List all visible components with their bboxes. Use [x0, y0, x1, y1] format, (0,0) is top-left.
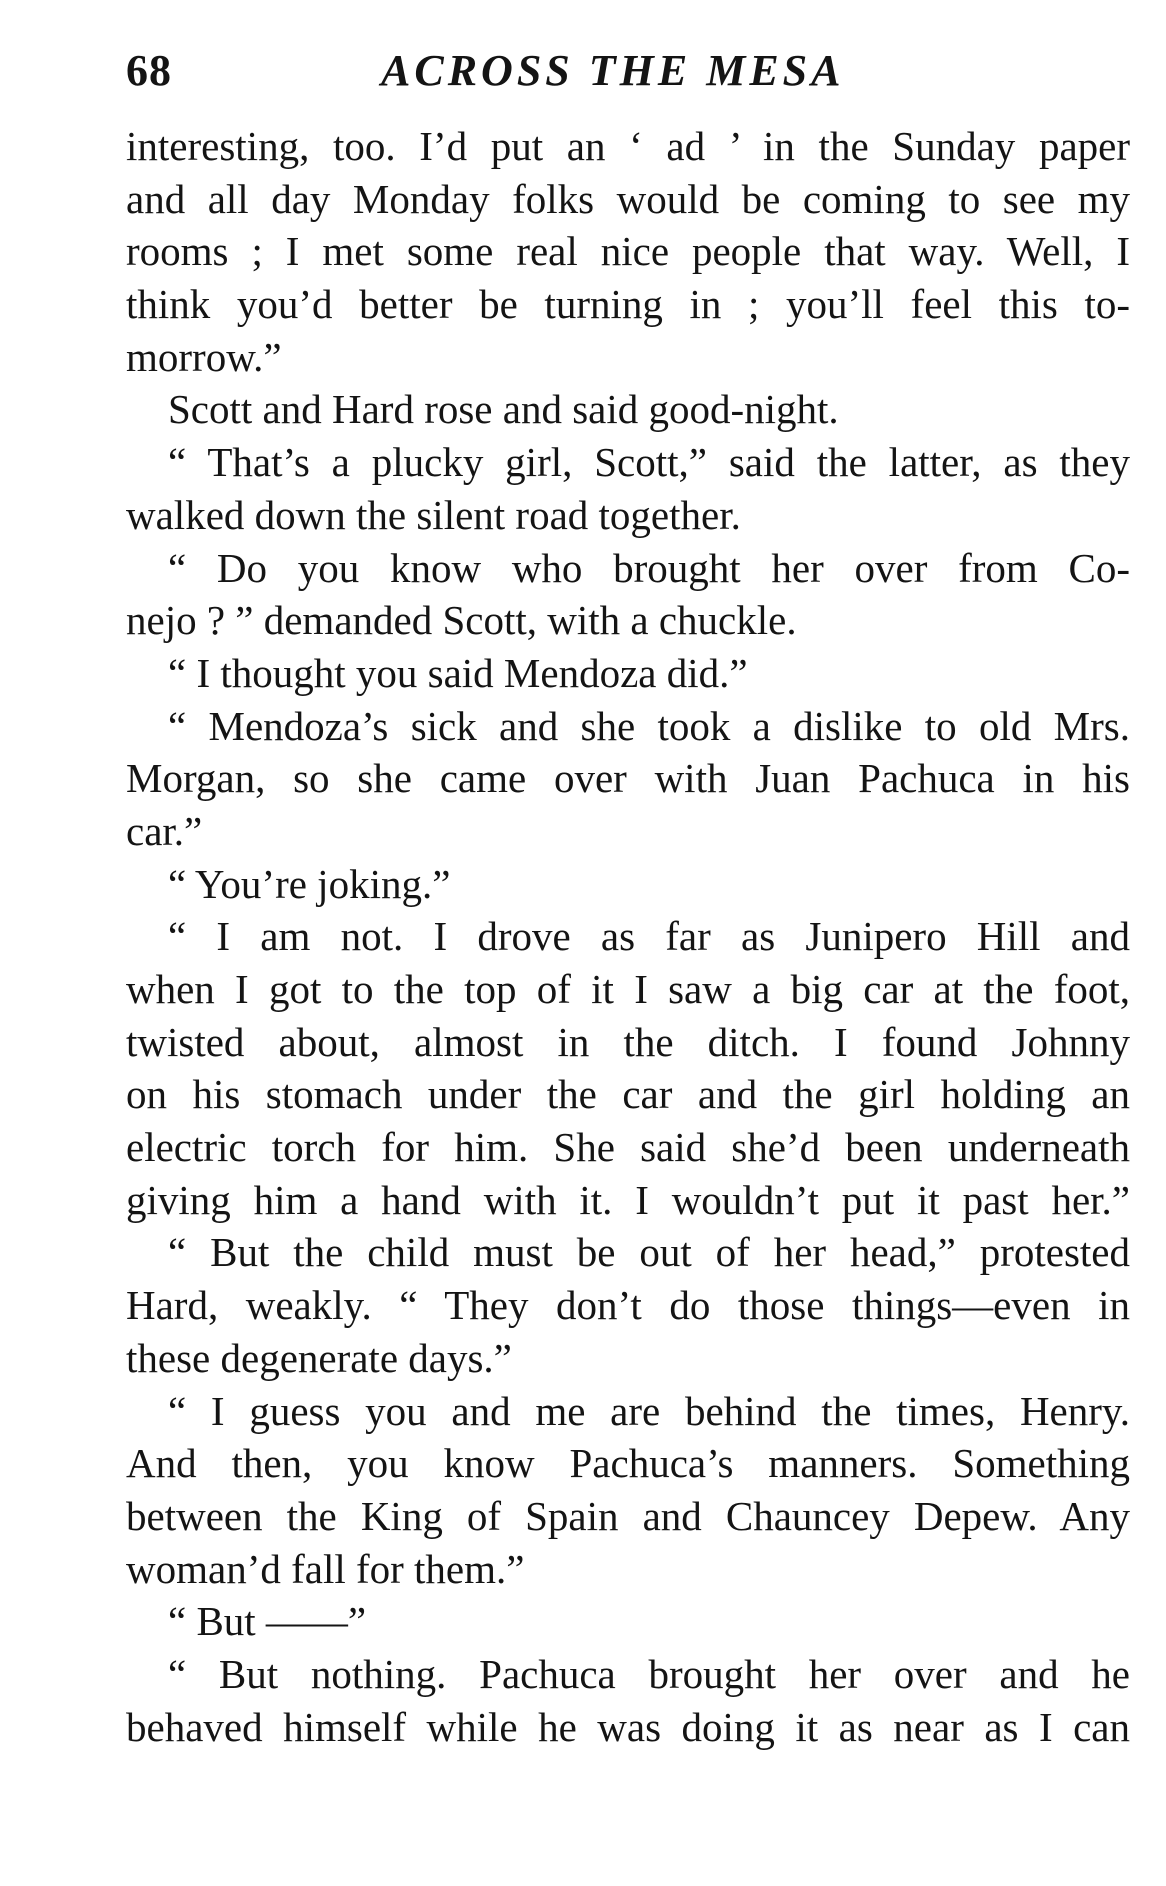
text-line: “ Do you know who brought her over from Co- [168, 544, 1130, 591]
text-line: think you’d better be turning in ; you’ll feel this to- [126, 281, 1130, 328]
text-line: behaved himself while he was doing it as near as I can [126, 1703, 1130, 1750]
text-line: on his stomach under the car and the girl holding an [126, 1071, 1130, 1118]
text-line: car.” [126, 807, 203, 854]
text-line: “ But the child must be out of her head,” protested [168, 1229, 1130, 1276]
text-line: morrow.” [126, 333, 282, 380]
text-line: “ But ——” [168, 1598, 367, 1645]
text-line: electric torch for him. She said she’d been underneath [126, 1124, 1130, 1171]
text-line: “ Mendoza’s sick and she took a dislike to old Mrs. [168, 702, 1130, 749]
text-line: giving him a hand with it. I wouldn’t put it past her.” [126, 1176, 1130, 1223]
text-line: when I got to the top of it I saw a big car at the foot, [126, 966, 1130, 1012]
running-head [126, 36, 1130, 106]
body-text [126, 120, 1130, 1753]
text-line: “ That’s a plucky girl, Scott,” said the latter, as they [168, 439, 1130, 486]
text-line: “ I guess you and me are behind the times, Henry. [168, 1387, 1130, 1434]
text-line: walked down the silent road together. [126, 491, 741, 538]
page-number: 68 [126, 46, 172, 95]
text-line: Hard, weakly. “ They don’t do those things—even in [126, 1282, 1130, 1329]
running-title: ACROSS THE MESA [381, 46, 845, 95]
text-line: these degenerate days.” [126, 1334, 512, 1381]
text-line: “ But nothing. Pachuca brought her over and he [168, 1650, 1130, 1697]
text-line: between the King of Spain and Chauncey Depew. Any [126, 1492, 1130, 1539]
text-line: woman’d fall for them.” [126, 1545, 525, 1592]
text-line: “ I am not. I drove as far as Junipero Hill and [168, 913, 1130, 960]
text-line: rooms ; I met some real nice people that way. Well, I [126, 228, 1130, 275]
text-line: And then, you know Pachuca’s manners. Something [126, 1440, 1130, 1487]
text-line: “ You’re joking.” [168, 860, 451, 907]
text-line: twisted about, almost in the ditch. I found Johnny [126, 1018, 1130, 1065]
text-line: “ I thought you said Mendoza did.” [168, 649, 748, 696]
text-line: interesting, too. I’d put an ‘ ad ’ in the Sunday paper [126, 123, 1130, 169]
text-line: nejo ? ” demanded Scott, with a chuckle. [126, 597, 797, 644]
text-line: Scott and Hard rose and said good-night. [168, 386, 839, 433]
text-line: Morgan, so she came over with Juan Pachuca in his [126, 755, 1130, 802]
text-line: and all day Monday folks would be coming to see my [126, 175, 1130, 222]
